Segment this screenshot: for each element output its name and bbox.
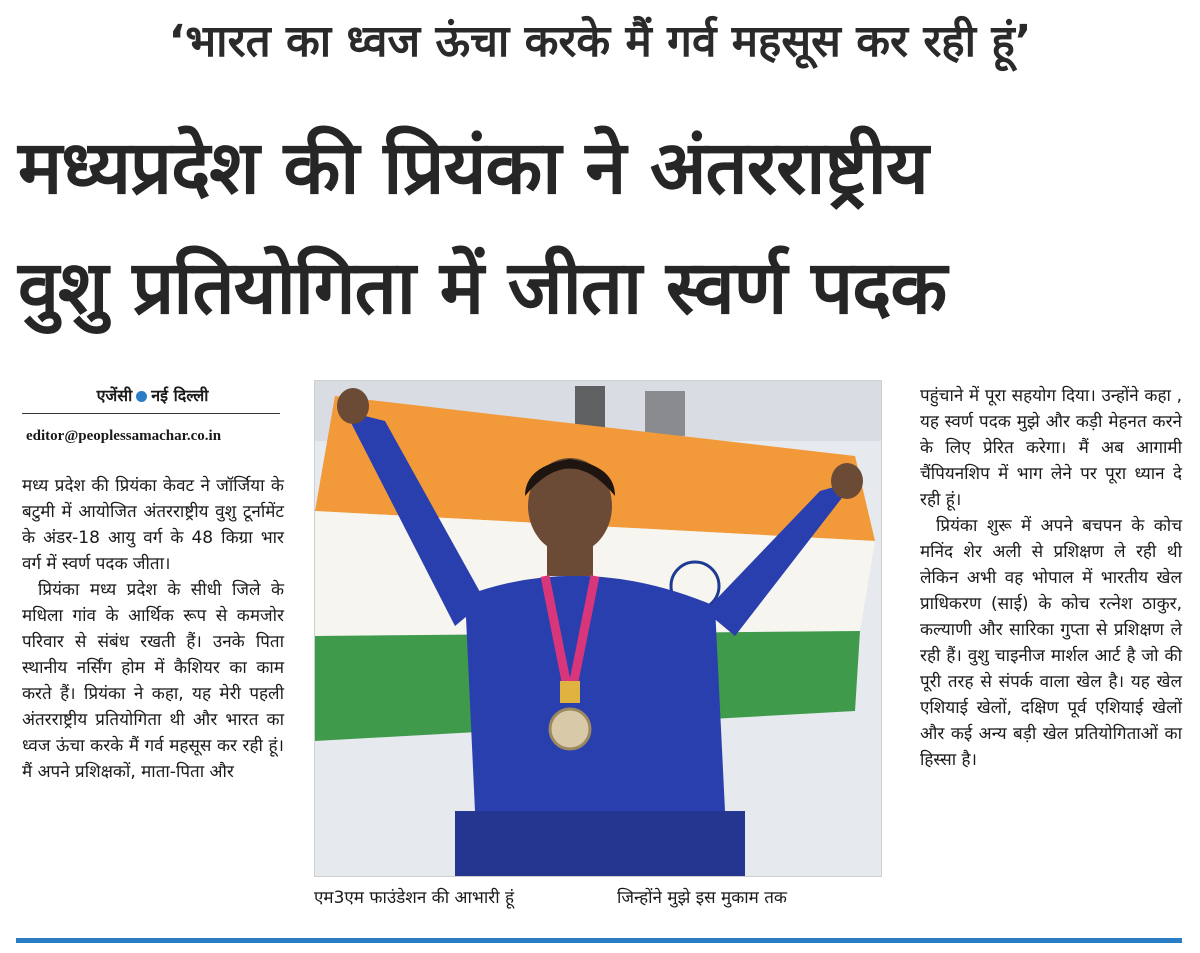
kicker: ‘भारत का ध्वज ऊंचा करके मैं गर्व महसूस कर रही हूं’ bbox=[168, 16, 1032, 67]
paragraph: प्रियंका शुरू में अपने बचपन के कोच मनिंद शेर अली से प्रशिक्षण ले रही थी लेकिन अभी वह भोपाल में भारतीय खेल प्राधिकरण (साई) के कोच रत्नेश ठाकुर, कल्याणी और सारिका गुप्ता से प्रशिक्षण ले रही हैं। वुशु चाइनीज मार्शल आर्ट है जो की पूरी तरह से संपर्क वाला खेल है। यह खेल एशियाई खेलों, दक्षिण पूर्व एशियाई खेलों और कई अन्य बड़ी खेल प्रतियोगिताओं का हिस्सा है। bbox=[920, 516, 1182, 770]
photo-caption-left: एम3एम फाउंडेशन की आभारी हूं bbox=[314, 888, 515, 908]
headline-line-1: मध्यप्रदेश की प्रियंका ने अंतरराष्ट्रीय bbox=[18, 125, 928, 211]
article-column-3 bbox=[920, 383, 1182, 773]
paragraph: मध्य प्रदेश की प्रियंका केवट ने जॉर्जिया के बटुमी में आयोजित अंतरराष्ट्रीय वुशु टूर्नामेंट के अंडर-18 आयु वर्ग के 48 किग्रा भार वर्ग में स्वर्ण पदक जीता। bbox=[22, 476, 284, 574]
bullet-dot-icon bbox=[136, 391, 147, 402]
article-column-1 bbox=[22, 473, 284, 785]
athlete-photo-illustration bbox=[315, 381, 881, 876]
tracksuit-body bbox=[465, 576, 725, 824]
paragraph: प्रियंका मध्य प्रदेश के सीधी जिले के मधिला गांव के आर्थिक रूप से कमजोर परिवार से संबंध रखती हैं। उनके पिता स्थानीय नर्सिंग होम में कैशियर का काम करते हैं। प्रियंका ने कहा, यह मेरी पहली अंतरराष्ट्रीय प्रतियोगिता थी और भारत का ध्वज ऊंचा करके मैं गर्व महसूस कर रही हूं। मैं अपने प्रशिक्षकों, माता-पिता और bbox=[22, 580, 284, 782]
byline-email[interactable]: editor@peoplessamachar.co.in bbox=[26, 428, 222, 444]
byline-city: नई दिल्ली bbox=[151, 386, 209, 405]
left-hand bbox=[337, 388, 369, 424]
tracksuit-lower bbox=[455, 811, 745, 876]
byline-divider bbox=[22, 413, 280, 414]
photo-caption-right: जिन्होंने मुझे इस मुकाम तक bbox=[617, 888, 787, 908]
paragraph: पहुंचाने में पूरा सहयोग दिया। उन्होंने कहा , यह स्वर्ण पदक मुझे और कड़ी मेहनत करने के लिए प्रेरित करेगा। मैं अब आगामी चैंपियनशिप में भाग लेने पर पूरा ध्यान दे रही हूं। bbox=[920, 386, 1182, 510]
news-photo bbox=[314, 380, 882, 877]
byline bbox=[30, 385, 275, 407]
right-hand bbox=[831, 463, 863, 499]
bottom-accent-rule bbox=[16, 938, 1182, 943]
headline-line-2: वुशु प्रतियोगिता में जीता स्वर्ण पदक bbox=[18, 245, 947, 331]
byline-agency: एजेंसी bbox=[96, 386, 133, 405]
